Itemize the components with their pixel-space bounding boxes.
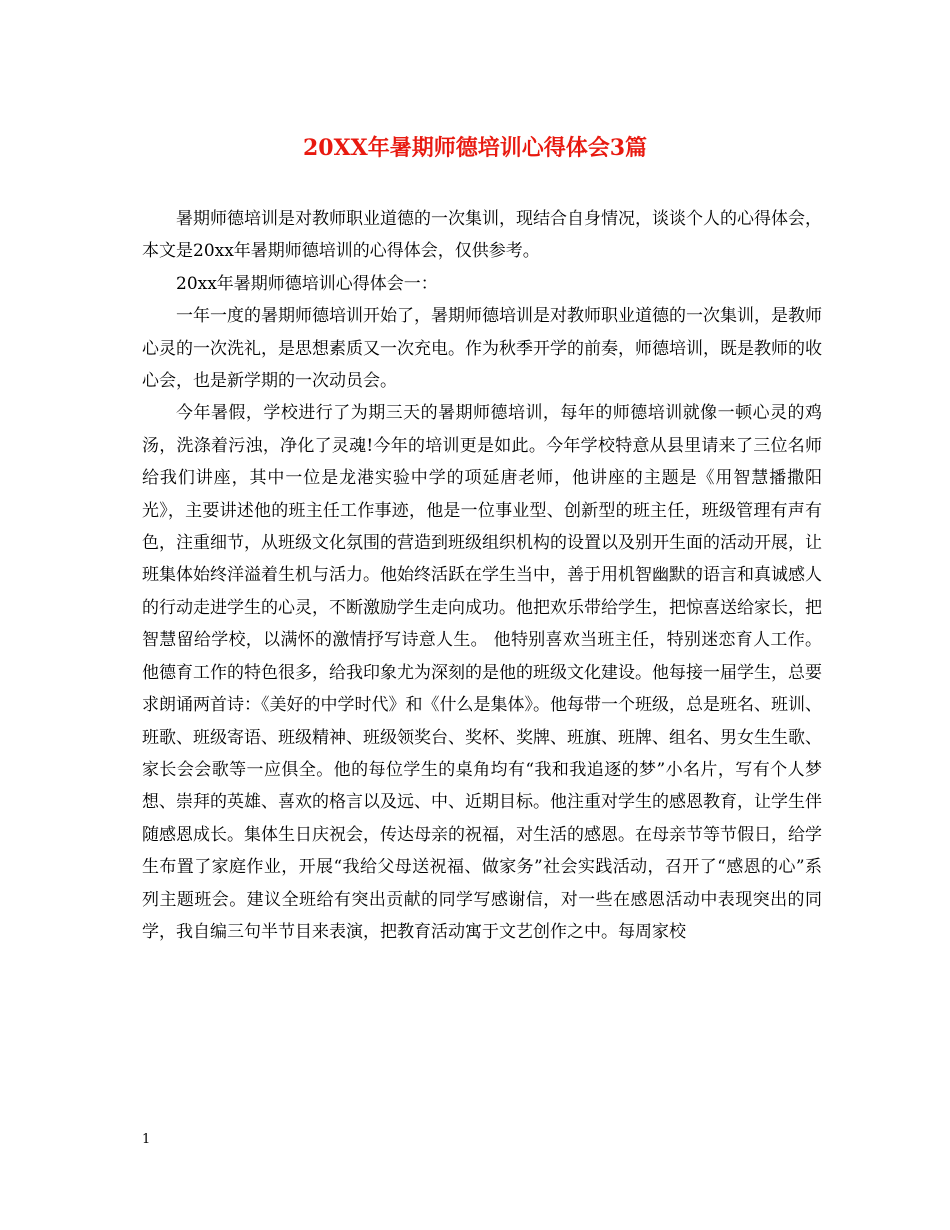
body-paragraph: 今年暑假，学校进行了为期三天的暑期师德培训，每年的师德培训就像一顿心灵的鸡汤，洗涤着污浊，净化了灵魂!今年的培训更是如此。今年学校特意从县里请来了三位名师给我们讲座，其中一位是龙港实验中学的项延唐老师，他讲座的主题是《用智慧播撒阳光》，主要讲述他的班主任工作事迹，他是一位事业型、创新型的班主任，班级管理有声有色，注重细节，从班级文化氛围的营造到班级组织机构的设置以及别开生面的活动开展，让班集体始终洋溢着生机与活力。他始终活跃在学生当中，善于用机智幽默的语言和真诚感人的行动走进学生的心灵，不断激励学生走向成功。他把欢乐带给学生，把惊喜送给家长，把智慧留给学校，以满怀的激情抒写诗意人生。 他特别喜欢当班主任，特别迷恋育人工作。他德育工作的特色很多，给我印象尤为深刻的是他的班级文化建设。他每接一届学生，总要求朗诵两首诗：《美好的中学时代》和《什么是集体》。他每带一个班级，总是班名、班训、班歌、班级寄语、班级精神、班级领奖台、奖杯、奖牌、班旗、班牌、组名、男女生生歌、家长会会歌等一应俱全。他的每位学生的桌角均有“我和我追逐的梦”小名片，写有个人梦想、崇拜的英雄、喜欢的格言以及远、中、近期目标。他注重对学生的感恩教育，让学生伴随感恩成长。集体生日庆祝会，传达母亲的祝福，对生活的感恩。在母亲节等节假日，给学生布置了家庭作业，开展“我给父母送祝福、做家务”社会实践活动，召开了“感恩的心”系列主题班会。建议全班给有突出贡献的同学写感谢信，对一些在感恩活动中表现突出的同学，我自编三句半节目来表演，把教育活动寓于文艺创作之中。每周家校 [142,403,822,942]
document-body [142,203,822,948]
body-paragraph: 一年一度的暑期师德培训开始了，暑期师德培训是对教师职业道德的一次集训，是教师心灵的一次洗礼，是思想素质又一次充电。作为秋季开学的前奏，师德培训，既是教师的收心会，也是新学期的一次动员会。 [142,306,822,392]
document-title: 20XX年暑期师德培训心得体会3篇 [302,135,648,161]
intro-paragraph: 暑期师德培训是对教师职业道德的一次集训，现结合自身情况，谈谈个人的心得体会，本文是20xx年暑期师德培训的心得体会，仅供参考。 [142,209,822,262]
section-heading: 20xx年暑期师德培训心得体会一： [176,273,438,294]
page-number: 1 [142,1132,151,1147]
